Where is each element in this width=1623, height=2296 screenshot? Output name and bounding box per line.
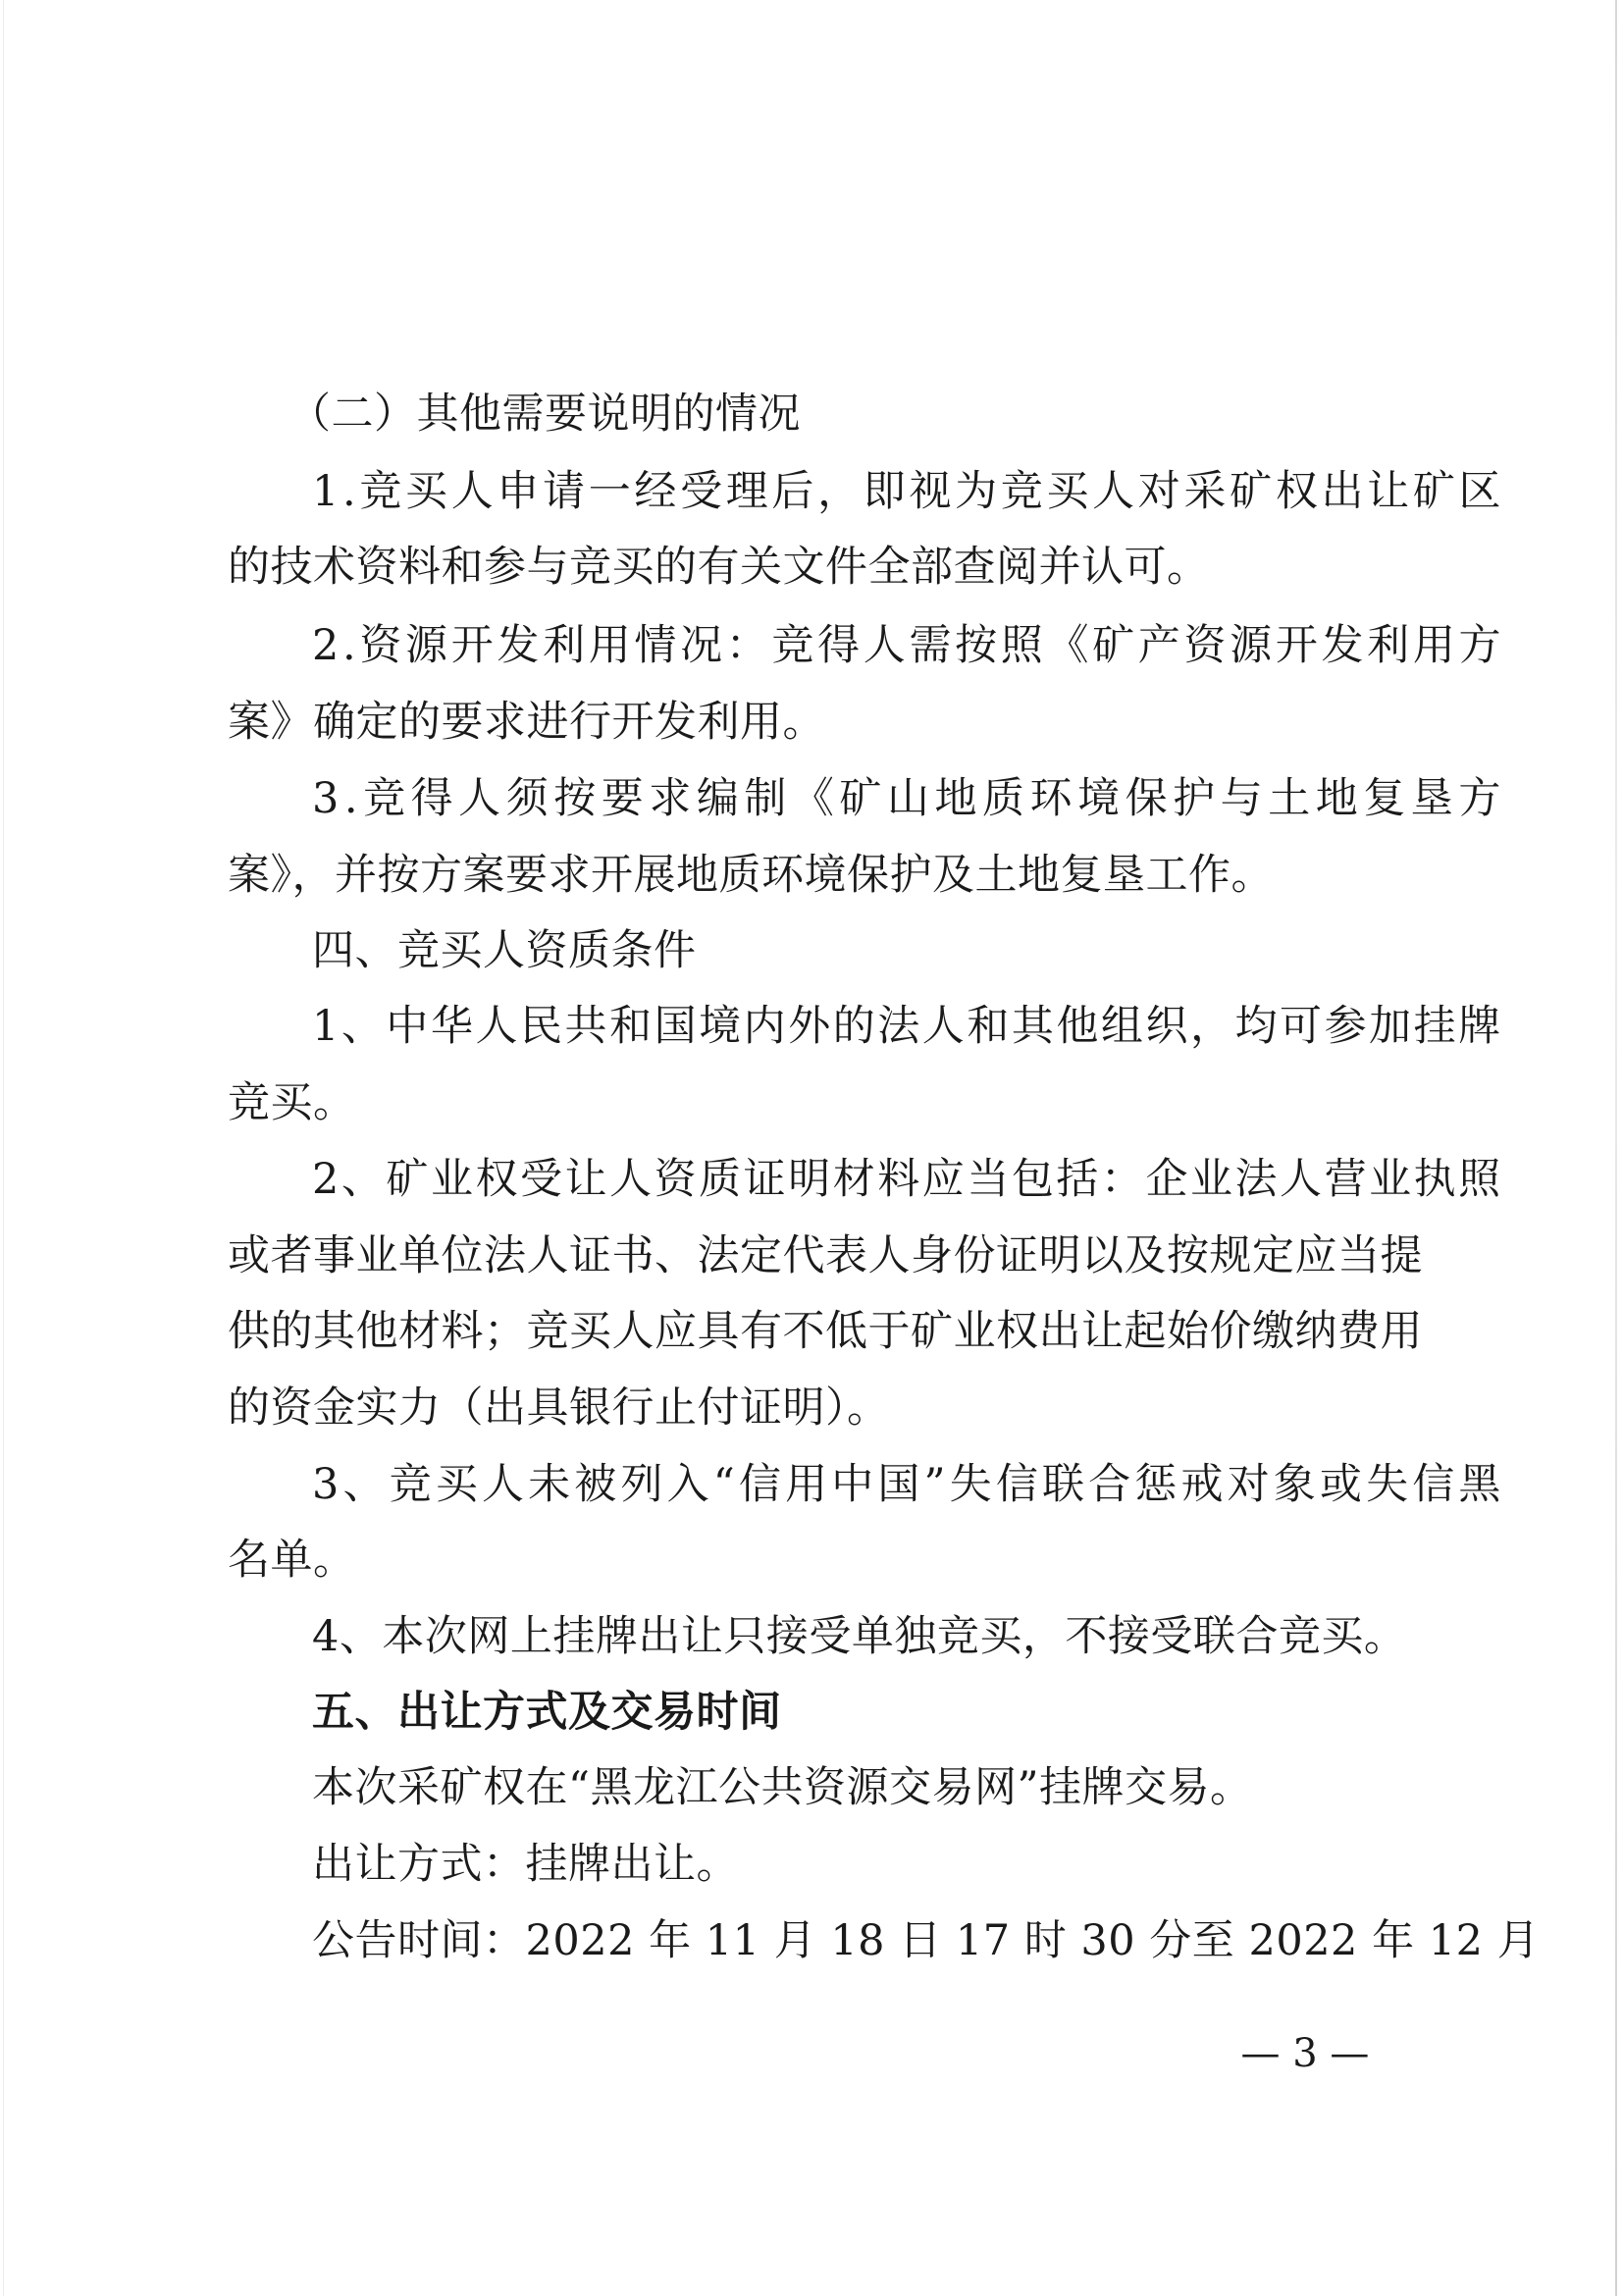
paragraph-line: 供 的 其 他 材 料 ； 竞 买 人 应 具 有 不 低 于 矿 业 权 出 让 起 始 价 缴 纳 费 用 [228, 1307, 1423, 1356]
paragraph-line: 名单。 [228, 1536, 356, 1585]
paragraph-line: 竞买。 [228, 1078, 356, 1127]
scan-edge-right [1615, 0, 1617, 2296]
paragraph-line: 的资金实力（出具银行止付证明）。 [228, 1383, 890, 1433]
paragraph-line: 出让方式：挂牌出让。 [312, 1840, 739, 1889]
paragraph-line: 本次采矿权在“黑龙江公共资源交易网”挂牌交易。 [312, 1763, 1253, 1812]
paragraph-line: 公告时间：2022 年 11 月 18 日 17 时 30 分至 2022 年 12 月 [312, 1916, 1541, 1965]
scan-edge-left [3, 0, 4, 2296]
paragraph-line: 4、本次网上挂牌出让只接受单独竞买，不接受联合竞买。 [312, 1612, 1407, 1661]
paragraph-line: 或 者 事 业 单 位 法 人 证 书 、 法 定 代 表 人 身 份 证 明 以 及 按 规 定 应 当 提 [228, 1231, 1423, 1280]
paragraph-line: 1 . 竞 买 人 申 请 一 经 受 理 后 ， 即 视 为 竞 买 人 对 采 矿 权 出 让 矿 区 [312, 467, 1501, 516]
section-heading-bidder-qualifications: 四、竞买人资质条件 [312, 926, 697, 975]
paragraph-line: 3 . 竞 得 人 须 按 要 求 编 制 《 矿 山 地 质 环 境 保 护 与 土 地 复 垦 方 [312, 774, 1501, 823]
paragraph-line: 案》确定的要求进行开发利用。 [228, 698, 825, 747]
paragraph-line: 的技术资料和参与竞买的有关文件全部查阅并认可。 [228, 543, 1210, 592]
paragraph-line: 2 、 矿 业 权 受 让 人 资 质 证 明 材 料 应 当 包 括 ： 企 业 法 人 营 业 执 照 [312, 1155, 1501, 1204]
subsection-heading-other-notes: （二）其他需要说明的情况 [288, 390, 801, 439]
page-number: — 3 — [1240, 2031, 1370, 2076]
paragraph-line: 案》，并按方案要求开展地质环境保护及土地复垦工作。 [228, 851, 1274, 900]
section-heading-transfer-method: 五、出让方式及交易时间 [312, 1688, 782, 1737]
paragraph-line: 1 、 中 华 人 民 共 和 国 境 内 外 的 法 人 和 其 他 组 织 ， 均 可 参 加 挂 牌 [312, 1002, 1501, 1051]
paragraph-line: 2 . 资 源 开 发 利 用 情 况 ： 竞 得 人 需 按 照 《 矿 产 资 源 开 发 利 用 方 [312, 621, 1501, 670]
paragraph-line: 3 、 竞 买 人 未 被 列 入 “ 信 用 中 国 ” 失 信 联 合 惩 戒 对 象 或 失 信 黑 [312, 1460, 1501, 1509]
